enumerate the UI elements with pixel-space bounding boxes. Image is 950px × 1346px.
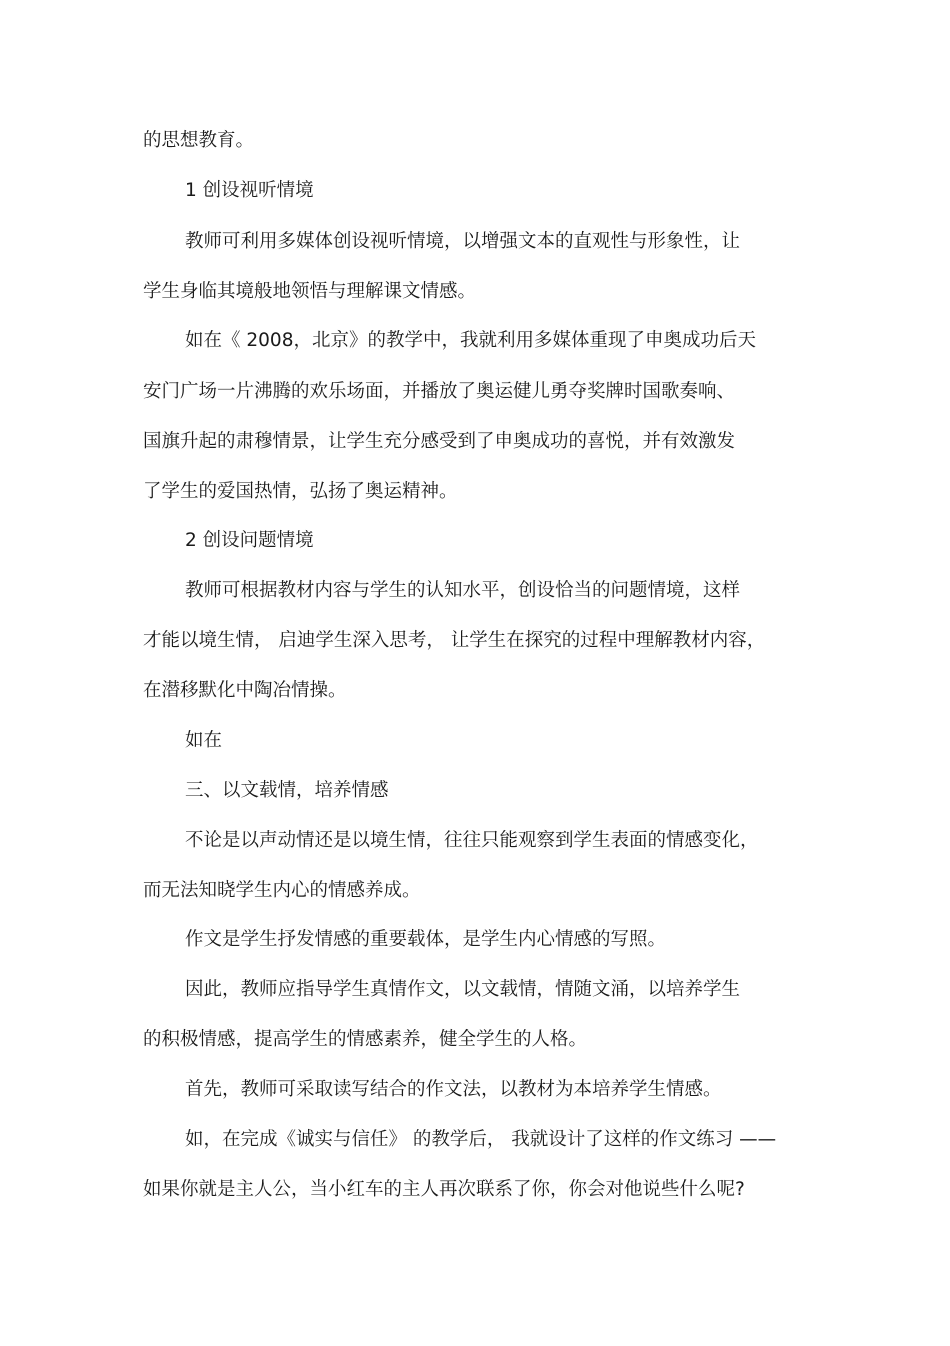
text-line: 首先，教师可采取读写结合的作文法，以教材为本培养学生情感。 <box>185 1079 722 1100</box>
text-line: 如，在完成《诚实与信任》 的教学后， 我就设计了这样的作文练习 —— <box>185 1129 777 1150</box>
section-heading: 三、以文载情，培养情感 <box>185 780 389 801</box>
text-line: 如在《 2008，北京》的教学中，我就利用多媒体重现了申奥成功后天 <box>185 330 756 351</box>
text-line: 安门广场一片沸腾的欢乐场面，并播放了奥运健儿勇夺奖牌时国歌奏响、 <box>143 381 736 402</box>
text-line: 因此，教师应指导学生真情作文，以文载情，情随文涌，以培养学生 <box>185 979 741 1000</box>
text-line: 的思想教育。 <box>143 130 255 151</box>
text-line: 学生身临其境般地领悟与理解课文情感。 <box>143 281 477 302</box>
text-line: 在潜移默化中陶冶情操。 <box>143 680 347 701</box>
text-line: 作文是学生抒发情感的重要载体，是学生内心情感的写照。 <box>185 929 667 950</box>
text-line: 不论是以声动情还是以境生情，往往只能观察到学生表面的情感变化， <box>185 830 759 851</box>
section-heading: 1 创设视听情境 <box>185 180 314 201</box>
text-line: 国旗升起的肃穆情景，让学生充分感受到了申奥成功的喜悦，并有效激发 <box>143 431 736 452</box>
text-line: 才能以境生情， 启迪学生深入思考， 让学生在探究的过程中理解教材内容， <box>143 630 766 651</box>
text-line: 的积极情感，提高学生的情感素养，健全学生的人格。 <box>143 1029 588 1050</box>
text-line: 如在 <box>185 730 223 751</box>
text-line: 教师可根据教材内容与学生的认知水平，创设恰当的问题情境，这样 <box>185 580 741 601</box>
section-heading: 2 创设问题情境 <box>185 530 314 551</box>
text-line: 而无法知晓学生内心的情感养成。 <box>143 880 421 901</box>
text-line: 了学生的爱国热情，弘扬了奥运精神。 <box>143 481 458 502</box>
text-line: 如果你就是主人公，当小红车的主人再次联系了你，你会对他说些什么呢? <box>143 1179 745 1200</box>
text-line: 教师可利用多媒体创设视听情境，以增强文本的直观性与形象性，让 <box>185 231 741 252</box>
